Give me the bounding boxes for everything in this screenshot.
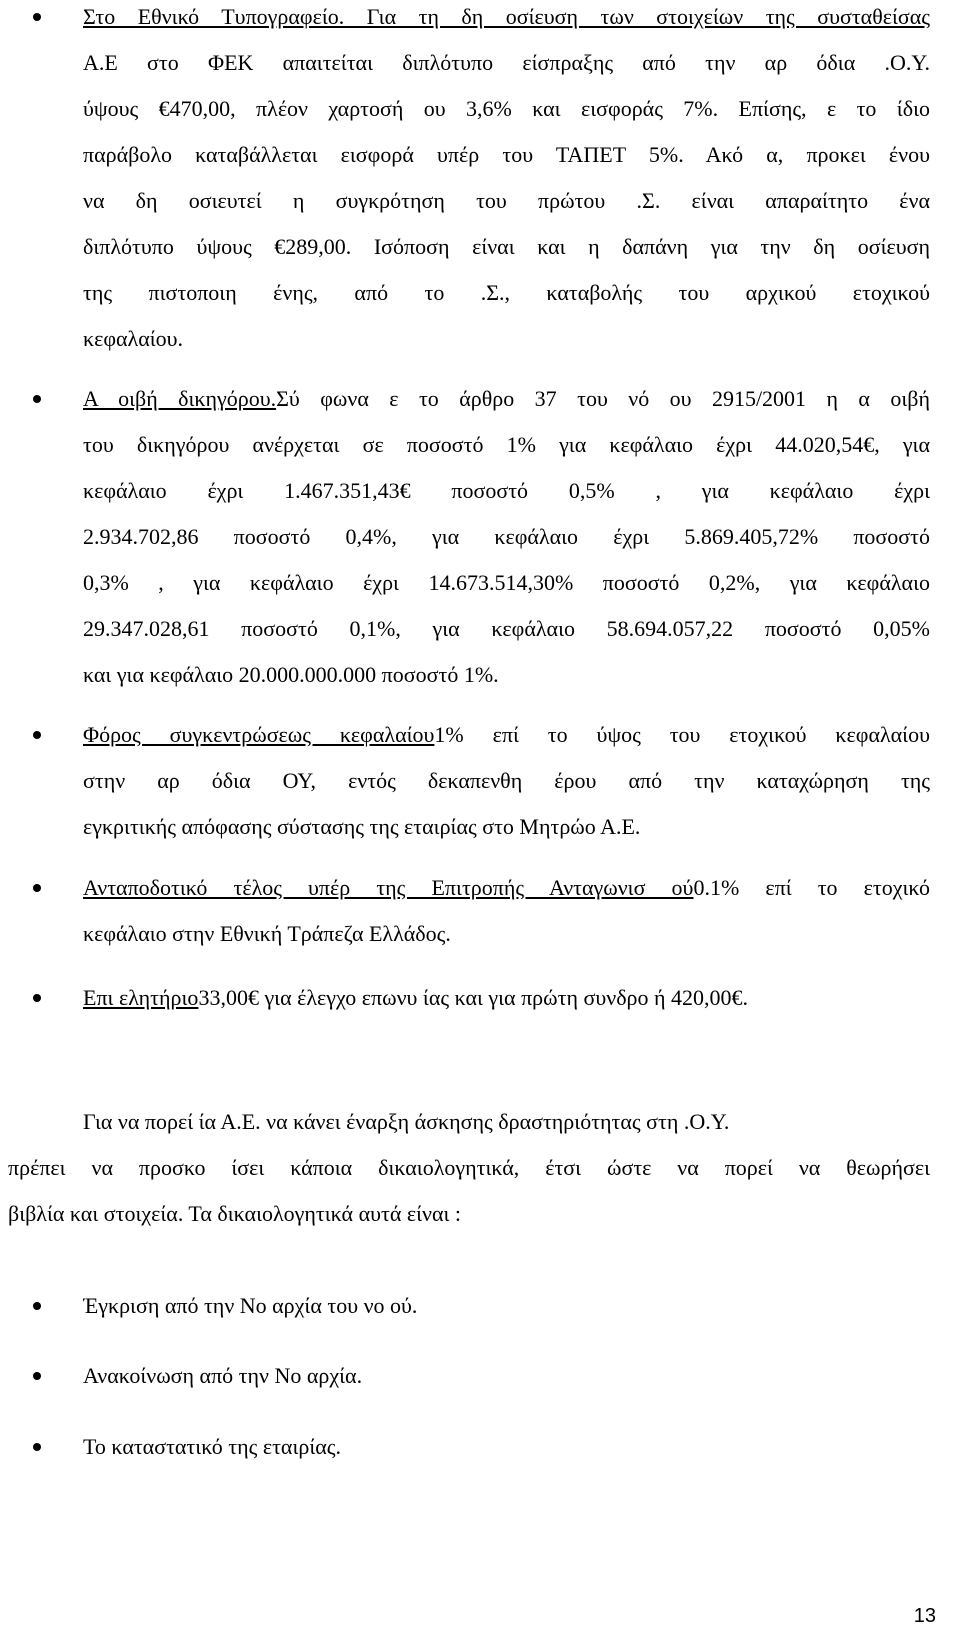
capital-tax-line-2: στην αρ όδια ΟΥ, εντός δεκαπενθη έρου από την καταχώρηση της	[83, 768, 930, 793]
list-item-approval	[0, 1283, 960, 1329]
requirements-line-3: βιβλία και στοιχεία. Τα δικαιολογητικά αυτά είναι :	[8, 1201, 462, 1226]
publication-line-4: παράβολο καταβάλλεται εισφορά υπέρ του ΤΑΠΕΤ 5%. Ακό α, προκει ένου	[83, 142, 930, 167]
lawyer-fee-line-7: και για κεφάλαιο 20.000.000.000 ποσοστό 1%.	[83, 662, 499, 687]
publication-line-6: διπλότυπο ύψους €289,00. Ισόποση είναι και η δαπάνη για την δη οσίευση	[83, 234, 930, 259]
bullet-icon	[33, 731, 41, 739]
bullet-icon	[33, 884, 41, 892]
approval-text: Έγκριση από την Νο αρχία του νο ού.	[83, 1293, 418, 1318]
list-item-chamber	[0, 975, 960, 1021]
list-item-lawyer-fee	[0, 376, 960, 698]
list-item-publication	[0, 0, 960, 362]
competition-fee-title: Ανταποδοτικό τέλος υπέρ της Επιτροπής Ανταγωνισ ού	[83, 875, 694, 900]
lawyer-fee-line-5: 0,3% , για κεφάλαιο έχρι 14.673.514,30% ποσοστό 0,2%, για κεφάλαιο	[83, 570, 930, 595]
bullet-icon	[33, 13, 41, 21]
requirements-paragraph	[0, 1099, 960, 1237]
statute-text: Το καταστατικό της εταιρίας.	[83, 1434, 342, 1459]
bullet-icon	[33, 1372, 41, 1380]
requirements-line-1: Για να πορεί ία Α.Ε. να κάνει έναρξη άσκησης δραστηριότητας στη .Ο.Υ.	[83, 1109, 730, 1134]
competition-fee-line-2: κεφάλαιο στην Εθνική Τράπεζα Ελλάδος.	[83, 921, 451, 946]
bullet-icon	[33, 1443, 41, 1451]
list-item-statute	[0, 1424, 960, 1470]
capital-tax-title: Φόρος συγκεντρώσεως κεφαλαίου	[83, 722, 435, 747]
publication-line-5: να δη οσιευτεί η συγκρότηση του πρώτου .Σ. είναι απαραίτητο ένα	[83, 188, 930, 213]
publication-line-2: Α.Ε στο ΦΕΚ απαιτείται διπλότυπο είσπραξης από την αρ όδια .Ο.Υ.	[83, 50, 930, 75]
page-number: 13	[913, 1605, 936, 1627]
lawyer-fee-line-1: Σύ φωνα ε το άρθρο 37 του νό ου 2915/2001 η α οιβή	[276, 386, 930, 411]
list-item-competition-fee	[0, 865, 960, 957]
chamber-line-1: 33,00€ για έλεγχο επωνυ ίας και για πρώτη συνδρο ή 420,00€.	[198, 985, 749, 1010]
announcement-text: Ανακοίνωση από την Νο αρχία.	[83, 1363, 363, 1388]
requirements-line-2: πρέπει να προσκο ίσει κάποια δικαιολογητικά, έτσι ώστε να πορεί να θεωρήσει	[8, 1155, 930, 1180]
publication-line-1: Στο Εθνικό Τυπογραφείο. Για τη δη οσίευση των στοιχείων της συσταθείσας	[83, 4, 930, 29]
capital-tax-line-1: 1% επί το ύψος του ετοχικού κεφαλαίου	[434, 722, 930, 747]
lawyer-fee-line-2: του δικηγόρου ανέρχεται σε ποσοστό 1% για κεφάλαιο έχρι 44.020,54€, για	[83, 432, 930, 457]
publication-line-8: κεφαλαίου.	[83, 326, 184, 351]
bullet-icon	[33, 395, 41, 403]
bullet-icon	[33, 994, 41, 1002]
capital-tax-line-3: εγκριτικής απόφασης σύστασης της εταιρίας στο Μητρώο Α.Ε.	[83, 814, 641, 839]
bullet-icon	[33, 1302, 41, 1310]
lawyer-fee-line-6: 29.347.028,61 ποσοστό 0,1%, για κεφάλαιο 58.694.057,22 ποσοστό 0,05%	[83, 616, 930, 641]
competition-fee-line-1: 0.1% επί το ετοχικό	[693, 875, 930, 900]
chamber-title: Επι ελητήριο	[83, 985, 199, 1010]
publication-line-7: της πιστοποιη ένης, από το .Σ., καταβολής του αρχικού ετοχικού	[83, 280, 930, 305]
list-item-announcement	[0, 1353, 960, 1399]
list-item-capital-tax	[0, 712, 960, 850]
publication-line-3: ύψους €470,00, πλέον χαρτοσή ου 3,6% και εισφοράς 7%. Επίσης, ε το ίδιο	[83, 96, 930, 121]
lawyer-fee-line-3: κεφάλαιο έχρι 1.467.351,43€ ποσοστό 0,5% , για κεφάλαιο έχρι	[83, 478, 930, 503]
lawyer-fee-line-4: 2.934.702,86 ποσοστό 0,4%, για κεφάλαιο έχρι 5.869.405,72% ποσοστό	[83, 524, 930, 549]
lawyer-fee-title: Α οιβή δικηγόρου.	[83, 386, 277, 411]
